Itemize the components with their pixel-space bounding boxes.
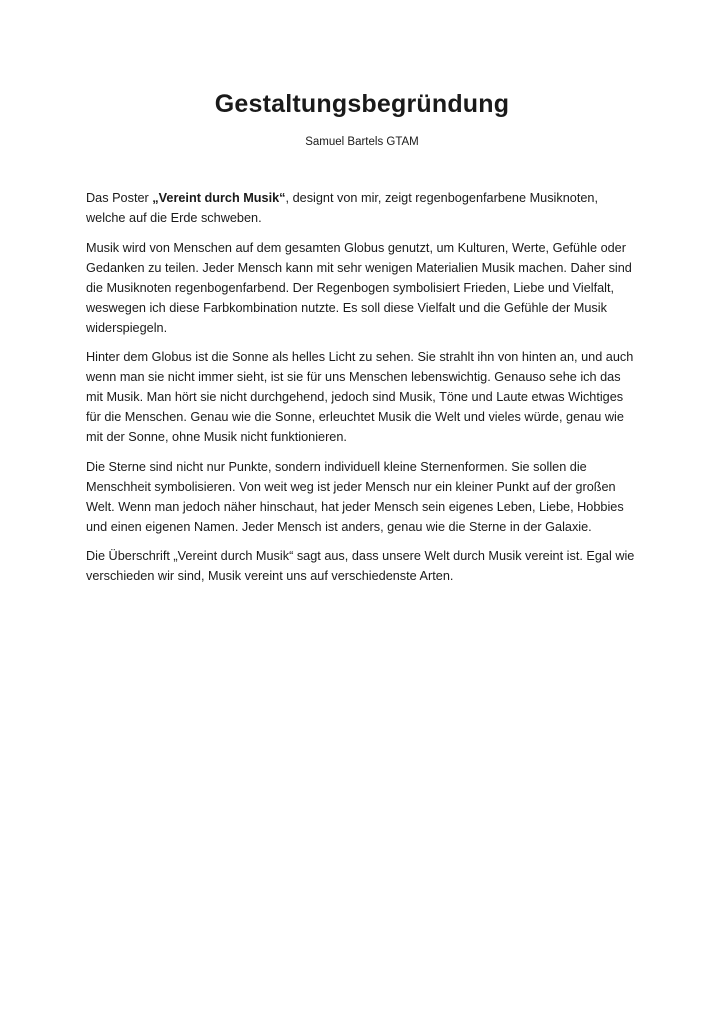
paragraph-sun: Hinter dem Globus ist die Sonne als helles Licht zu sehen. Sie strahlt ihn von hinten an, und auch wenn man sie nicht immer sieht, ist sie für uns Menschen lebenswichtig. Genauso sehe ich das mit Musik. Man hört sie nicht durchgehend, jedoch sind Musik, Töne und Laute etwas Wichtiges für die Menschen. Genau wie die Sonne, erleuchtet Musik die Welt und vieles würde, genau wie mit der Sonne, ohne Musik nicht funktionieren. bbox=[86, 350, 634, 444]
poster-title-emphasis: „Vereint durch Musik“ bbox=[152, 191, 286, 205]
paragraph-stars: Die Sterne sind nicht nur Punkte, sondern individuell kleine Sternenformen. Sie sollen die Menschheit symbolisieren. Von weit weg ist jeder Mensch nur ein kleiner Punkt auf der großen Welt. Wenn man jedoch näher hinschaut, hat jeder Mensch sein eigenes Leben, Liebe, Hobbies und einen eigenen Namen. Jeder Mensch ist anders, genau wie die Sterne in der Galaxie. bbox=[86, 459, 624, 534]
author-line: Samuel Bartels GTAM bbox=[305, 136, 419, 148]
paragraph-intro bbox=[86, 188, 638, 228]
intro-text-before: Das Poster bbox=[86, 191, 153, 205]
paragraph-music: Musik wird von Menschen auf dem gesamten Globus genutzt, um Kulturen, Werte, Gefühle oder Gedanken zu teilen. Jeder Mensch kann mit sehr wenigen Materialien Musik machen. Daher sind die Musiknoten regenbogenfarbend. Der Regenbogen symbolisiert Frieden, Liebe und Vielfalt, weswegen ich diese Farbkombination nutzte. Es soll diese Vielfalt und die Gefühle der Musik widerspiegeln. bbox=[86, 240, 632, 335]
intro-text-after: , designt von mir, zeigt regenbogenfarbene Musiknoten, welche auf die Erde schweben. bbox=[86, 191, 598, 225]
paragraph-headline: Die Überschrift „Vereint durch Musik“ sagt aus, dass unsere Welt durch Musik vereint ist. Egal wie verschieden wir sind, Musik vereint uns auf verschiedenste Arten. bbox=[86, 549, 635, 583]
page-title: Gestaltungsbegründung bbox=[214, 90, 510, 118]
document-body bbox=[86, 188, 638, 586]
